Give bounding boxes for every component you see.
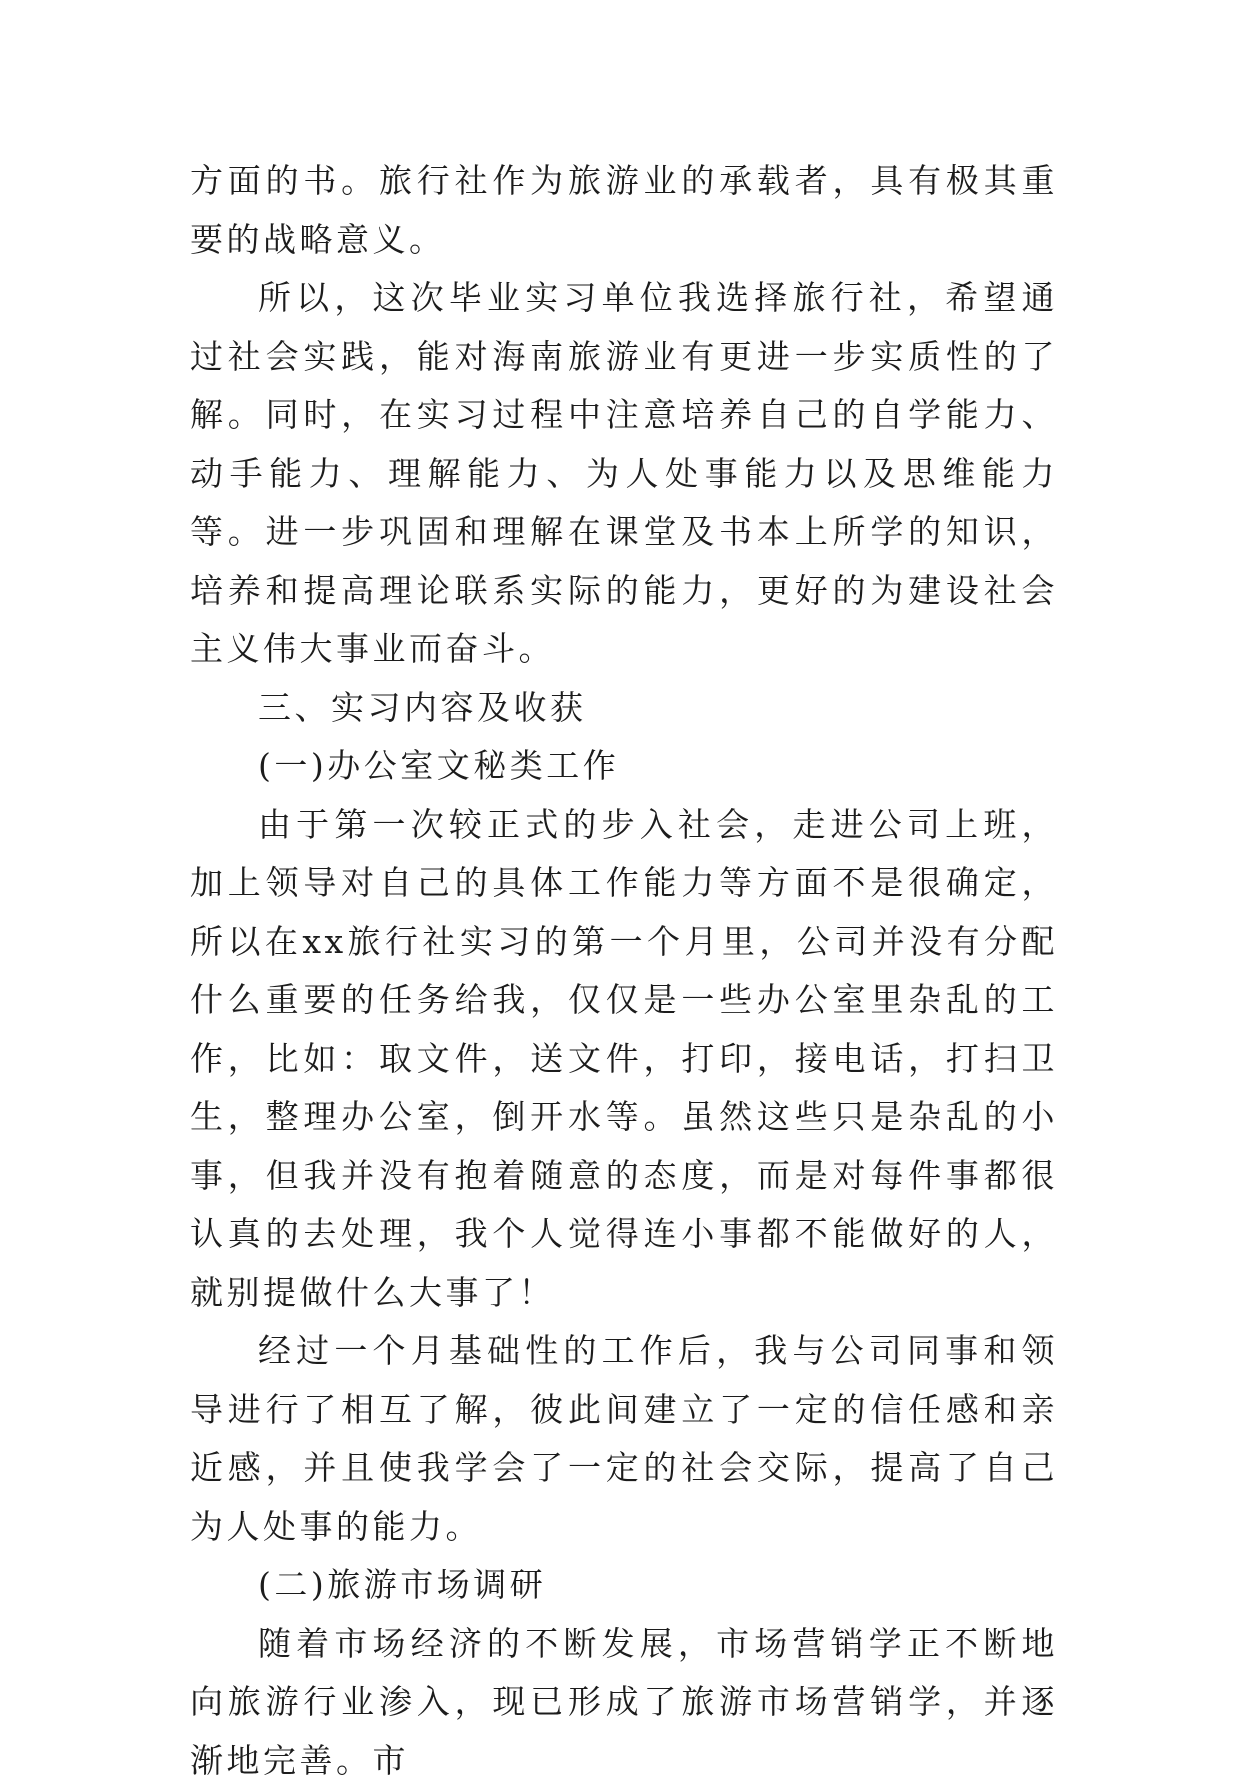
document-body	[190, 152, 1058, 1790]
section-heading: 三、实习内容及收获	[190, 679, 1058, 738]
paragraph: 方面的书。旅行社作为旅游业的承载者，具有极其重要的战略意义。	[190, 152, 1058, 269]
subsection-heading: (一)办公室文秘类工作	[190, 737, 1058, 796]
paragraph: 随着市场经济的不断发展，市场营销学正不断地向旅游行业渗入，现已形成了旅游市场营销学，并逐渐地完善。市	[190, 1615, 1058, 1790]
paragraph: 经过一个月基础性的工作后，我与公司同事和领导进行了相互了解，彼此间建立了一定的信任感和亲近感，并且使我学会了一定的社会交际，提高了自己为人处事的能力。	[190, 1322, 1058, 1556]
paragraph: 所以，这次毕业实习单位我选择旅行社，希望通过社会实践，能对海南旅游业有更进一步实质性的了解。同时，在实习过程中注意培养自己的自学能力、动手能力、理解能力、为人处事能力以及思维能力等。进一步巩固和理解在课堂及书本上所学的知识，培养和提高理论联系实际的能力，更好的为建设社会主义伟大事业而奋斗。	[190, 269, 1058, 679]
subsection-heading: (二)旅游市场调研	[190, 1556, 1058, 1615]
paragraph: 由于第一次较正式的步入社会，走进公司上班，加上领导对自己的具体工作能力等方面不是很确定，所以在xx旅行社实习的第一个月里，公司并没有分配什么重要的任务给我，仅仅是一些办公室里杂乱的工作，比如：取文件，送文件，打印，接电话，打扫卫生，整理办公室，倒开水等。虽然这些只是杂乱的小事，但我并没有抱着随意的态度，而是对每件事都很认真的去处理，我个人觉得连小事都不能做好的人，就别提做什么大事了！	[190, 796, 1058, 1323]
